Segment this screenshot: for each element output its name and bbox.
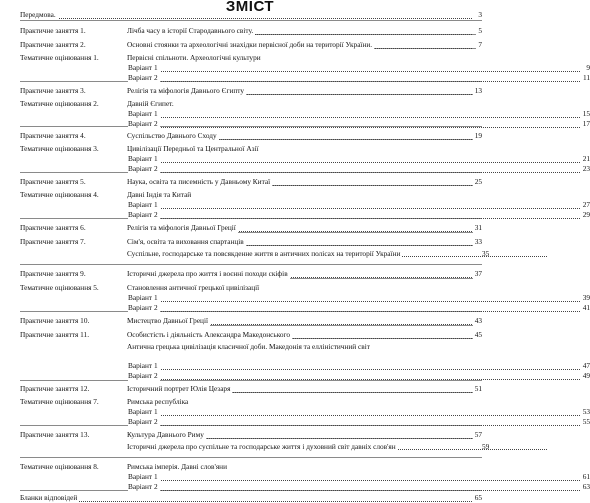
entry-title: Історичні джерела про життя і воєнні походи скіфів: [127, 269, 288, 278]
entry-type-label: [20, 343, 127, 351]
entry-title: Бланки відповідей: [20, 493, 78, 502]
toc-entry[interactable]: [20, 494, 482, 503]
page-number: 11: [582, 73, 590, 82]
entry-title: Варіант 2: [128, 210, 158, 219]
toc-entry[interactable]: [20, 270, 482, 279]
toc-variant-entry[interactable]: [20, 372, 590, 381]
page-number: 57: [474, 430, 482, 439]
toc-entry[interactable]: [20, 250, 557, 258]
dot-leader: [128, 208, 580, 209]
dot-leader: [128, 71, 580, 72]
table-of-contents: [20, 0, 590, 502]
separator-line: [20, 457, 482, 458]
toc-entry[interactable]: [20, 27, 482, 36]
page-number: 33: [474, 237, 482, 246]
entry-title: Варіант 2: [128, 371, 158, 380]
entry-title: Релігія та міфологія Давньої Греції: [127, 223, 236, 232]
entry-type-label: [20, 250, 127, 258]
toc-variant-entry[interactable]: [20, 418, 590, 427]
entry-type-label: Практичне заняття 1.: [20, 26, 86, 35]
dot-leader: [128, 379, 580, 380]
entry-title: Особистість і діяльність Александра Македонського: [127, 330, 290, 339]
toc-variant-entry[interactable]: [20, 362, 590, 371]
entry-type-label: Практичне заняття 10.: [20, 316, 90, 325]
entry-title: Передмова.: [20, 10, 56, 19]
entry-title: Наука, освіта та писемність у Давньому Китаї: [127, 177, 271, 186]
entry-title: Мистецтво Давньої Греції: [127, 316, 209, 325]
page-number: 19: [474, 131, 482, 140]
toc-entry[interactable]: [20, 317, 482, 326]
entry-type-label: Практичне заняття 4.: [20, 131, 86, 140]
toc-variant-entry[interactable]: [20, 64, 590, 73]
toc-variant-entry[interactable]: [20, 110, 590, 119]
entry-type-label: Практичне заняття 3.: [20, 86, 86, 95]
toc-variant-entry[interactable]: [20, 74, 590, 83]
entry-title: Варіант 2: [128, 119, 158, 128]
dot-leader: [20, 18, 472, 19]
page-number: 47: [582, 361, 590, 370]
entry-type-label: Практичне заняття 13.: [20, 430, 90, 439]
toc-entry[interactable]: [20, 100, 482, 109]
entry-title: Суспільство Давнього Сходу: [127, 131, 217, 140]
entry-title: Варіант 1: [128, 63, 158, 72]
page-number: 9: [586, 63, 590, 72]
entry-type-label: Практичне заняття 6.: [20, 223, 86, 232]
entry-type-label: Практичне заняття 2.: [20, 40, 86, 49]
entry-type-label: Практичне заняття 12.: [20, 384, 90, 393]
entry-type-label: Тематичне оцінювання 5.: [20, 283, 99, 292]
toc-entry[interactable]: [20, 443, 557, 451]
toc-variant-entry[interactable]: [20, 120, 590, 129]
entry-title: Історичний портрет Юлія Цезаря: [127, 384, 231, 393]
entry-title: Антична грецька цивілізація класичної доби. Македонія та елліністичний світ: [127, 342, 370, 351]
page-number: 27: [582, 200, 590, 209]
page-number: 37: [474, 269, 482, 278]
entry-title: Варіант 2: [128, 482, 158, 491]
dot-leader: [128, 117, 580, 118]
page-number: 25: [474, 177, 482, 186]
toc-variant-entry[interactable]: [20, 304, 590, 313]
entry-title: Варіант 1: [128, 407, 158, 416]
entry-title: Римська імперія. Давні слов'яни: [127, 462, 227, 471]
toc-title: ЗМІСТ: [225, 0, 275, 15]
dot-leader: [128, 218, 580, 219]
entry-title: Первісні спільноти. Археологічні культури: [127, 53, 261, 62]
page-number: 41: [582, 303, 590, 312]
toc-entry[interactable]: [20, 87, 482, 96]
entry-title: Варіант 1: [128, 154, 158, 163]
entry-title: Становлення античної грецької цивілізації: [127, 283, 260, 292]
entry-type-label: Тематичне оцінювання 4.: [20, 190, 99, 199]
toc-variant-entry[interactable]: [20, 155, 590, 164]
toc-variant-entry[interactable]: [20, 294, 590, 303]
entry-title: Релігія та міфологія Давнього Єгипту: [127, 86, 245, 95]
dot-leader: [128, 311, 580, 312]
entry-type-label: Тематичне оцінювання 8.: [20, 462, 99, 471]
page-number: 43: [474, 316, 482, 325]
entry-type-label: Практичне заняття 9.: [20, 269, 86, 278]
entry-title: Варіант 2: [128, 417, 158, 426]
separator-line: [20, 20, 482, 21]
page-number: 53: [582, 407, 590, 416]
page-number: 13: [474, 86, 482, 95]
page-number: 35: [587, 250, 589, 258]
dot-leader: [128, 127, 580, 128]
entry-title: Варіант 1: [128, 200, 158, 209]
entry-title: Давній Єгипет.: [127, 99, 174, 108]
entry-type-label: Практичне заняття 11.: [20, 330, 90, 339]
toc-entry[interactable]: [20, 11, 482, 20]
toc-variant-entry[interactable]: [20, 211, 590, 220]
toc-entry[interactable]: [20, 284, 482, 293]
toc-entry[interactable]: [20, 385, 482, 394]
toc-variant-entry[interactable]: [20, 165, 590, 174]
entry-title: Римська республіка: [127, 397, 189, 406]
toc-variant-entry[interactable]: [20, 408, 590, 417]
page-number: 65: [474, 493, 482, 502]
toc-entry[interactable]: [20, 331, 482, 340]
page-number: 23: [582, 164, 590, 173]
dot-leader: [128, 172, 580, 173]
toc-entry[interactable]: [20, 178, 482, 187]
page-number: 3: [478, 10, 482, 19]
entry-title: Історичні джерела про суспільне та господарське життя і духовний світ давніх слов'ян: [127, 442, 396, 451]
entry-title: Варіант 2: [128, 164, 158, 173]
dot-leader: [20, 501, 472, 502]
page-number: 61: [582, 472, 590, 481]
page-number: 59: [587, 443, 589, 451]
page-number: 21: [582, 154, 590, 163]
entry-title: Варіант 1: [128, 109, 158, 118]
separator-line: [20, 264, 482, 265]
toc-entry[interactable]: [20, 431, 482, 440]
page-number: 45: [474, 330, 482, 339]
page-number: 15: [582, 109, 590, 118]
entry-type-label: Практичне заняття 5.: [20, 177, 86, 186]
entry-type-label: [20, 443, 127, 451]
toc-entry[interactable]: [20, 145, 482, 154]
entry-title: Варіант 1: [128, 472, 158, 481]
dot-leader: [128, 415, 580, 416]
entry-title: Лічба часу в історії Стародавнього світу.: [127, 26, 254, 35]
dot-leader: [128, 369, 580, 370]
entry-title: Варіант 2: [128, 73, 158, 82]
entry-title: Сім'я, освіта та виховання спартанців: [127, 237, 244, 246]
toc-variant-entry[interactable]: [20, 201, 590, 210]
dot-leader: [128, 425, 580, 426]
entry-type-label: Практичне заняття 7.: [20, 237, 86, 246]
page-number: 17: [582, 119, 590, 128]
dot-leader: [128, 81, 580, 82]
page-number: 7: [478, 40, 482, 49]
toc-variant-entry[interactable]: [20, 473, 590, 482]
page-number: 29: [582, 210, 590, 219]
toc-entry[interactable]: [20, 398, 482, 407]
entry-title: Варіант 2: [128, 303, 158, 312]
toc-entry[interactable]: [20, 463, 482, 472]
toc-entry[interactable]: [20, 343, 557, 351]
page-number: 49: [582, 371, 590, 380]
toc-entry[interactable]: [20, 191, 482, 200]
entry-title: Варіант 1: [128, 361, 158, 370]
toc-entry[interactable]: [20, 54, 482, 63]
entry-type-label: Тематичне оцінювання 3.: [20, 144, 99, 153]
entry-type-label: Тематичне оцінювання 1.: [20, 53, 99, 62]
entry-type-label: Тематичне оцінювання 2.: [20, 99, 99, 108]
entry-title: Варіант 1: [128, 293, 158, 302]
toc-entry[interactable]: [20, 132, 482, 141]
entry-title: Цивілізації Передньої та Центральної Азії: [127, 144, 259, 153]
toc-entry[interactable]: [20, 238, 482, 247]
entry-title: Культура Давнього Риму: [127, 430, 204, 439]
page-number: 31: [474, 223, 482, 232]
page-number: 55: [582, 417, 590, 426]
toc-entry[interactable]: [20, 224, 482, 233]
entry-title: Давні Індія та Китай: [127, 190, 192, 199]
page-number: 39: [582, 293, 590, 302]
entry-title: Основні стоянки та археологічні знахідки первісної доби на території України.: [127, 40, 373, 49]
page-number: 5: [478, 26, 482, 35]
dot-leader: [128, 301, 580, 302]
dot-leader: [128, 162, 580, 163]
entry-type-label: Тематичне оцінювання 7.: [20, 397, 99, 406]
toc-entry[interactable]: [20, 41, 482, 50]
dot-leader: [128, 490, 580, 491]
entry-title: Суспільне, господарське та повсякденне життя в античних полісах на території України: [127, 249, 401, 258]
toc-variant-entry[interactable]: [20, 483, 590, 492]
dot-leader: [128, 480, 580, 481]
page-number: 63: [582, 482, 590, 491]
page-number: 51: [474, 384, 482, 393]
